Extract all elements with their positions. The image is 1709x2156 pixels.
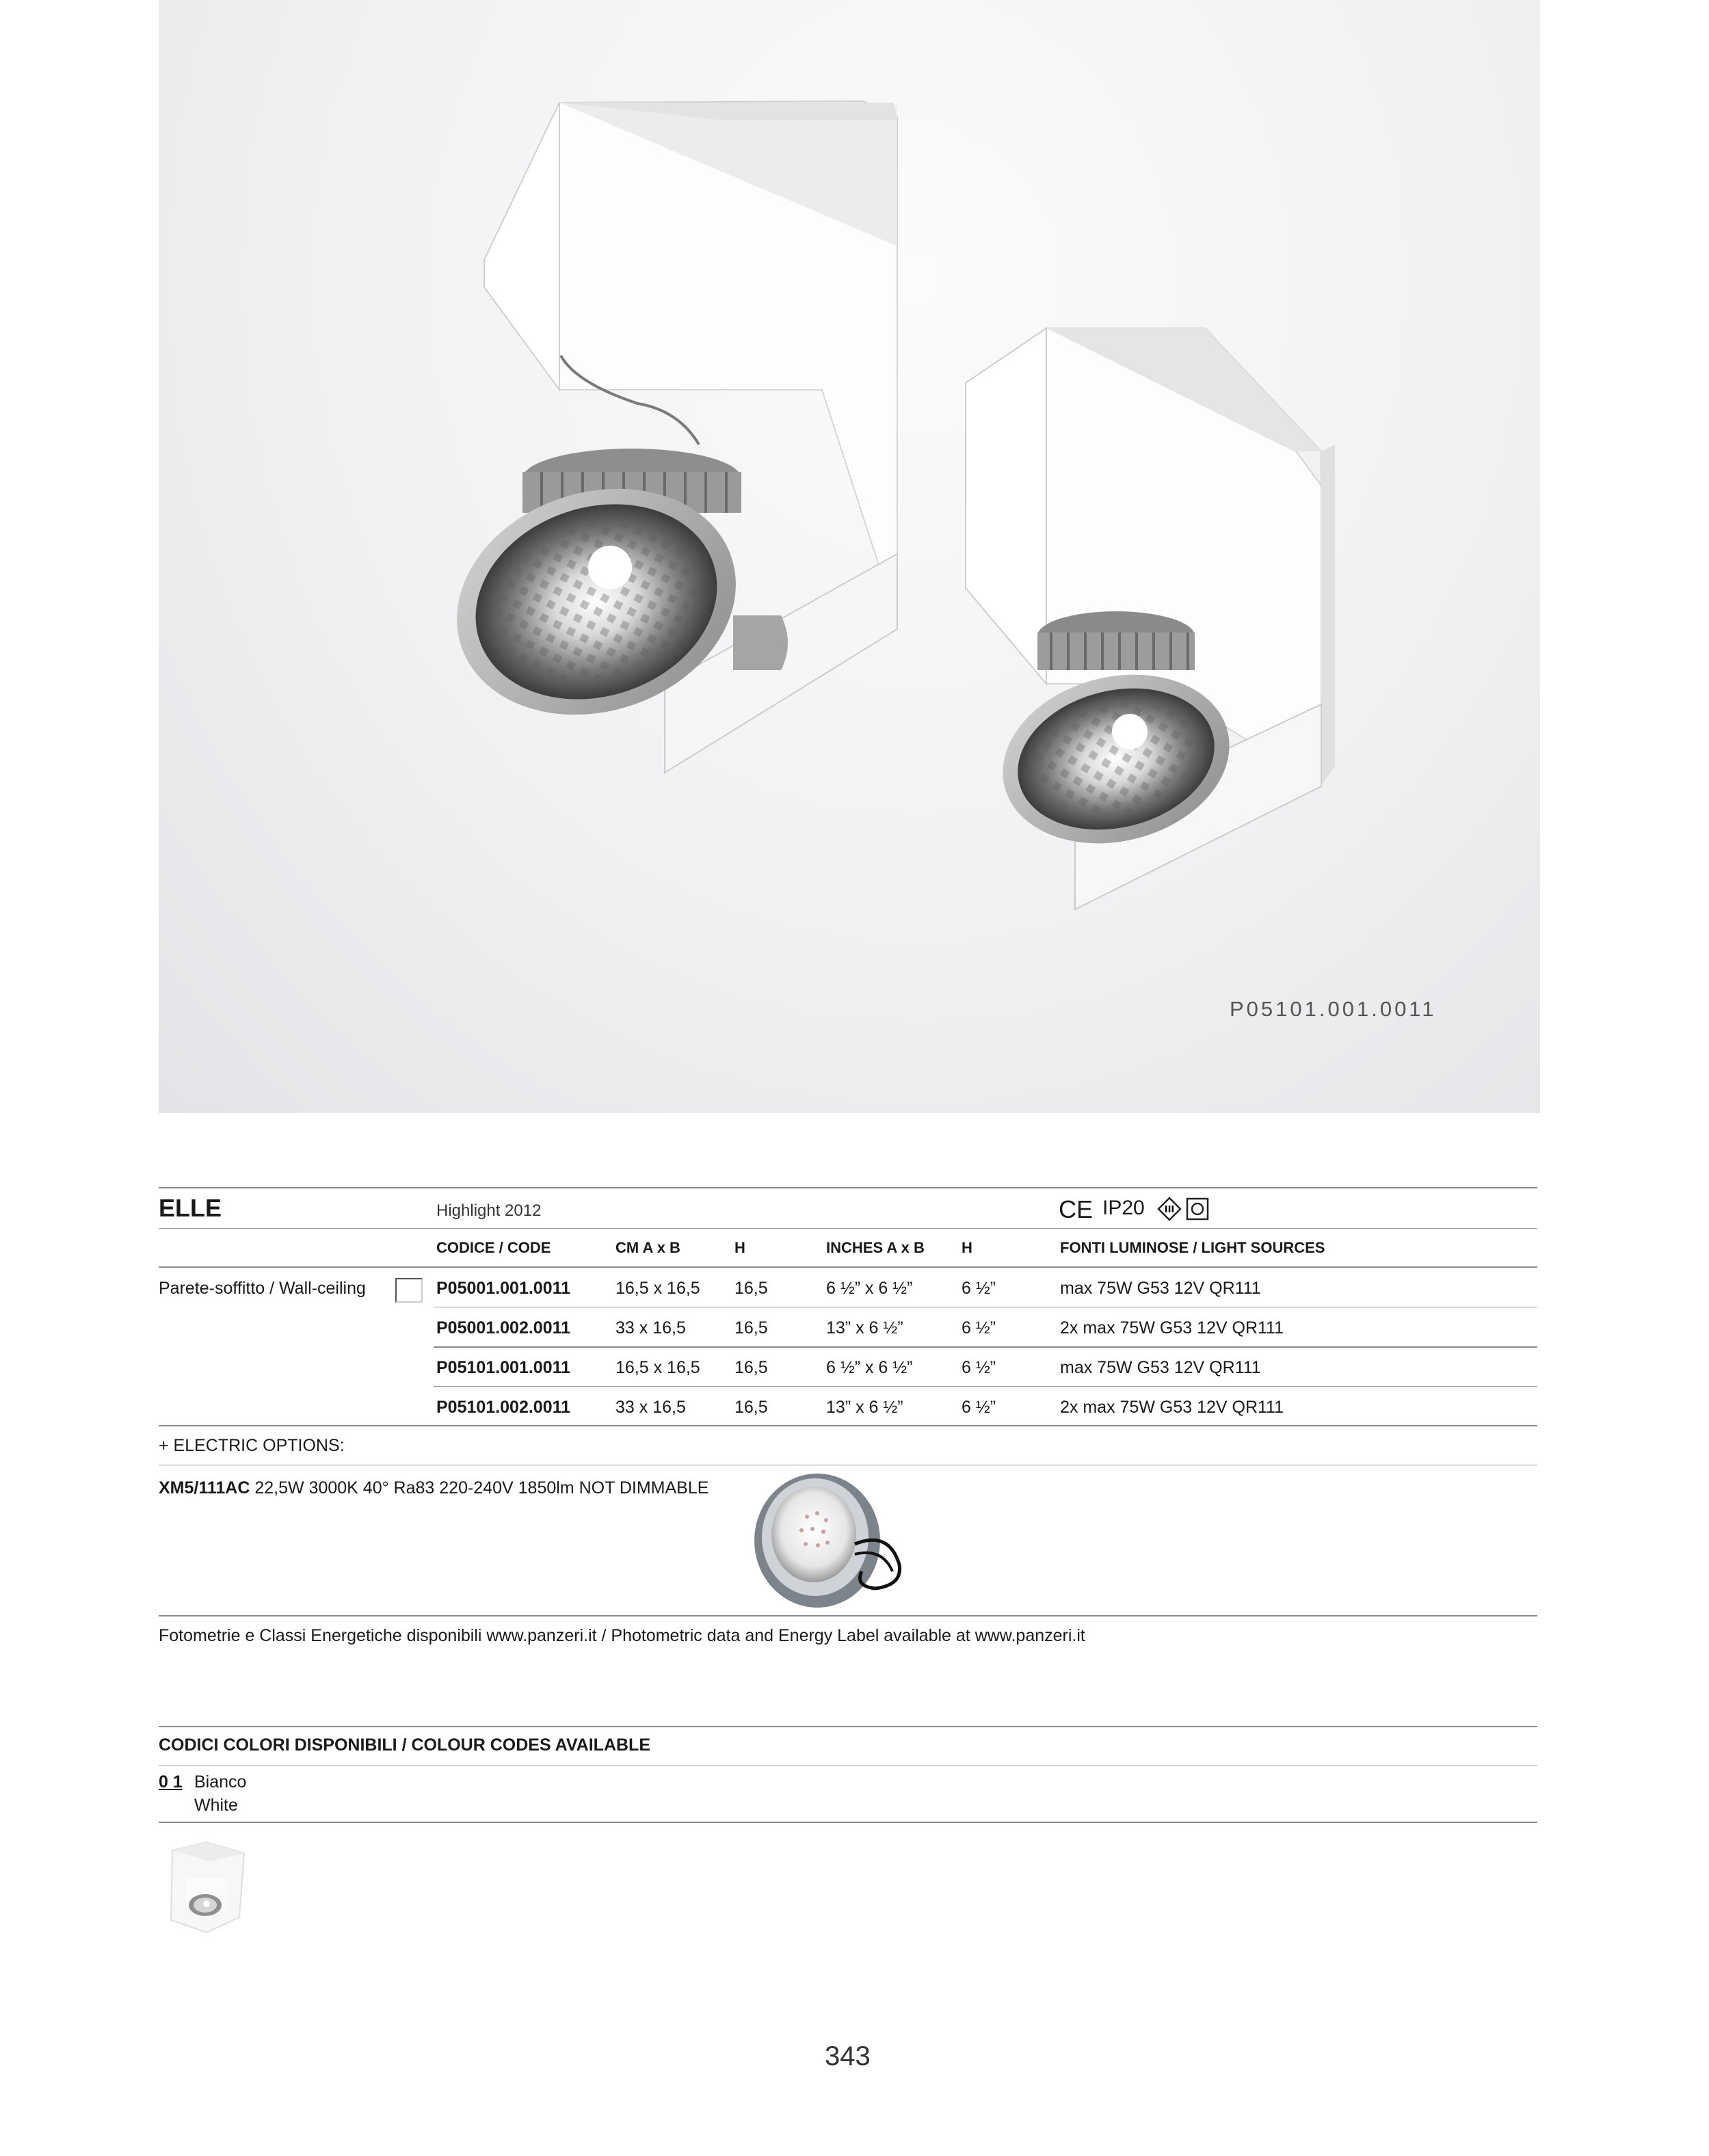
colour-codes-heading: CODICI COLORI DISPONIBILI / COLOUR CODES AVAILABLE <box>159 1735 650 1755</box>
table-cell-cm: 33 x 16,5 <box>615 1398 686 1417</box>
table-cell-inches: 6 ½” x 6 ½” <box>826 1279 913 1298</box>
class-and-luminaire-icons <box>1156 1195 1210 1223</box>
colour-name-en: White <box>194 1796 238 1815</box>
table-cell-h: 16,5 <box>734 1398 768 1417</box>
electric-option-line <box>159 1478 708 1498</box>
table-cell-inches: 6 ½” x 6 ½” <box>826 1358 913 1377</box>
luminaire-icon <box>1187 1199 1208 1219</box>
ce-mark-icon: CE <box>1059 1195 1094 1223</box>
category-icon <box>395 1278 423 1303</box>
table-cell-h: 16,5 <box>734 1279 768 1298</box>
photo-product-code: P05101.001.0011 <box>1230 997 1437 1021</box>
divider <box>434 1386 1537 1387</box>
table-cell-source: max 75W G53 12V QR111 <box>1060 1279 1261 1298</box>
table-cell-code: P05101.002.0011 <box>436 1398 571 1417</box>
table-cell-h-inches: 6 ½” <box>962 1279 996 1298</box>
table-cell-source: max 75W G53 12V QR111 <box>1060 1358 1261 1377</box>
table-cell-inches: 13” x 6 ½” <box>826 1318 903 1337</box>
table-cell-code: P05001.002.0011 <box>436 1318 571 1337</box>
col-header-h-inches: H <box>962 1239 972 1256</box>
electric-option-code: XM5/111AC <box>159 1478 250 1498</box>
table-cell-source: 2x max 75W G53 12V QR111 <box>1060 1318 1284 1337</box>
col-header-h-cm: H <box>734 1239 745 1256</box>
col-header-light-sources: FONTI LUMINOSE / LIGHT SOURCES <box>1060 1239 1325 1256</box>
table-cell-h-inches: 6 ½” <box>962 1358 996 1377</box>
table-cell-inches: 13” x 6 ½” <box>826 1398 903 1417</box>
product-name: ELLE <box>159 1194 222 1222</box>
table-cell-h: 16,5 <box>734 1318 768 1337</box>
table-cell-code: P05001.001.0011 <box>436 1279 571 1298</box>
electric-option-spec: 22,5W 3000K 40° Ra83 220-240V 1850lm NOT DIMMABLE <box>250 1478 709 1498</box>
divider <box>159 1726 1537 1727</box>
col-header-inches: INCHES A x B <box>826 1239 925 1256</box>
col-header-code: CODICE / CODE <box>436 1239 551 1256</box>
divider <box>159 1425 1537 1426</box>
divider <box>159 1615 1537 1616</box>
divider <box>159 1228 1537 1229</box>
table-cell-h-inches: 6 ½” <box>962 1398 996 1417</box>
divider <box>159 1822 1537 1823</box>
colour-name-it: Bianco <box>194 1772 247 1792</box>
highlight-label: Highlight 2012 <box>436 1201 542 1220</box>
colour-swatch-thumbnail <box>159 1837 254 1938</box>
table-cell-h: 16,5 <box>734 1358 768 1377</box>
table-cell-cm: 16,5 x 16,5 <box>615 1279 700 1298</box>
electric-options-heading: + ELECTRIC OPTIONS: <box>159 1436 345 1455</box>
col-header-cm: CM A x B <box>615 1239 680 1256</box>
ip-rating: IP20 <box>1102 1197 1145 1219</box>
table-cell-code: P05101.001.0011 <box>436 1358 571 1377</box>
table-cell-cm: 33 x 16,5 <box>615 1318 686 1337</box>
product-photo <box>159 0 1540 1113</box>
ceiling-lamp-illustration <box>159 0 1540 1113</box>
table-cell-source: 2x max 75W G53 12V QR111 <box>1060 1398 1284 1417</box>
divider <box>159 1187 1537 1188</box>
colour-code: 0 1 <box>159 1772 183 1792</box>
table-cell-cm: 16,5 x 16,5 <box>615 1358 700 1377</box>
category-label: Parete-soffitto / Wall-ceiling <box>159 1279 366 1298</box>
divider <box>434 1346 1537 1348</box>
divider <box>159 1266 1537 1268</box>
page-number: 343 <box>825 2041 871 2071</box>
svg-text:III: III <box>1164 1205 1175 1215</box>
photometric-note: Fotometrie e Classi Energetiche disponibili www.panzeri.it / Photometric data and Energy Label available at www.panzeri.it <box>159 1626 1085 1645</box>
led-module-image <box>752 1469 910 1612</box>
table-cell-h-inches: 6 ½” <box>962 1318 996 1337</box>
